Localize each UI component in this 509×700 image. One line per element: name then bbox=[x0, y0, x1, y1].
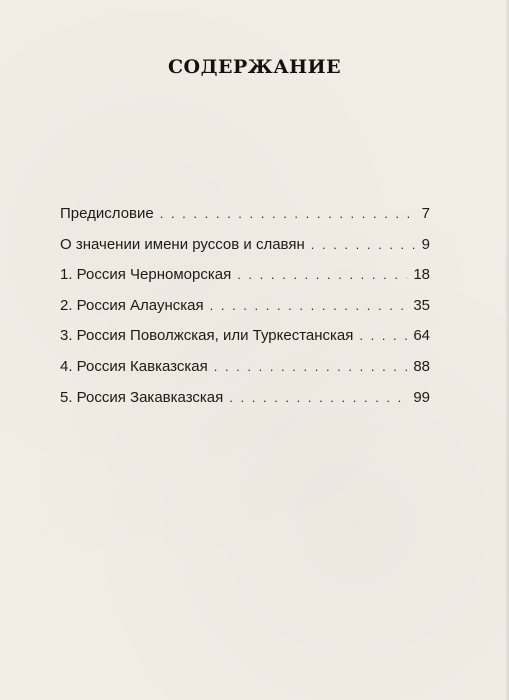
toc-entry bbox=[60, 234, 430, 265]
toc-entry-page: 35 bbox=[413, 296, 430, 314]
toc-entry-page: 64 bbox=[413, 327, 430, 345]
toc-entry-title: 3. Россия Поволжская, или Туркестанская bbox=[60, 327, 354, 345]
page-edge-shadow bbox=[505, 0, 509, 700]
toc-leader-dots bbox=[214, 356, 408, 378]
toc-entry bbox=[60, 264, 430, 295]
toc-entry-page: 99 bbox=[413, 388, 430, 406]
toc-entry-title: 2. Россия Алаунская bbox=[60, 296, 204, 314]
toc-entry-page: 7 bbox=[421, 205, 430, 222]
toc-entry-title: 5. Россия Закавказская bbox=[60, 388, 224, 406]
page-title: СОДЕРЖАНИЕ bbox=[167, 56, 342, 78]
toc-entry bbox=[60, 325, 430, 356]
toc-leader-dots bbox=[359, 325, 407, 347]
toc-leader-dots bbox=[160, 203, 416, 225]
toc-leader-dots bbox=[237, 264, 407, 286]
toc-entry-title: 4. Россия Кавказская bbox=[60, 357, 208, 375]
toc-entry-title: 1. Россия Черноморская bbox=[60, 266, 232, 284]
toc-entry-page: 9 bbox=[421, 235, 430, 253]
toc-entry bbox=[60, 295, 430, 326]
toc-entry-title: О значении имени руссов и славян bbox=[60, 235, 305, 253]
toc-leader-dots bbox=[210, 295, 408, 317]
toc-entry-page: 18 bbox=[413, 266, 430, 284]
toc-leader-dots bbox=[229, 387, 407, 409]
table-of-contents bbox=[60, 203, 430, 417]
toc-entry-page: 88 bbox=[413, 357, 430, 375]
toc-entry bbox=[60, 203, 430, 234]
toc-leader-dots bbox=[311, 234, 416, 256]
toc-entry bbox=[60, 356, 430, 387]
toc-entry-title: Предисловие bbox=[60, 205, 154, 222]
toc-entry bbox=[60, 387, 430, 418]
